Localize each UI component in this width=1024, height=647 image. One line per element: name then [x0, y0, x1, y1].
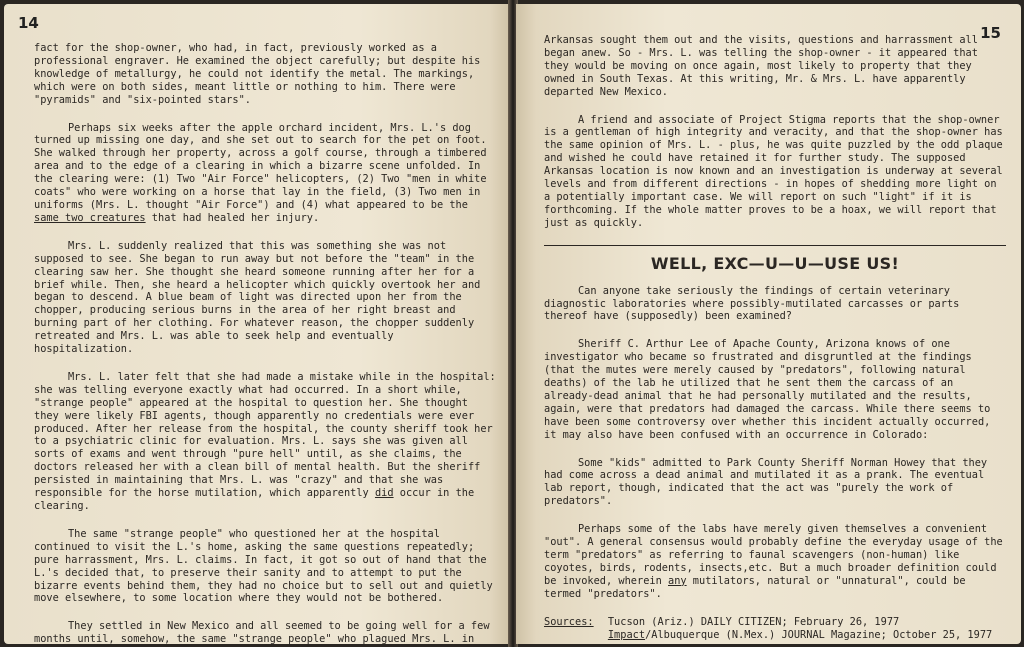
page-number-right: 15	[980, 24, 1001, 42]
paragraph-text: Perhaps six weeks after the apple orchard incident, Mrs. L.'s dog turned up missing one day, and she set out to search for the pet on foot. She walked through her property, across a golf course, through a timbered area and to the edge of a clearing in which a bizarre scene unfolded. In the clearing were: (1) Two "Air Force" helicopters, (2) Two "men in white coats" who were working on a horse that lay in the field, (3) Two men in uniforms (Mrs. L. thought "Air Force") and (4) what appeared to be the	[34, 121, 487, 211]
paragraph: Arkansas sought them out and the visits, questions and harrassment all began anew. So - Mrs. L. was telling the shop-owner - it appeared that they would be moving on once again, most likely to property that they owned in South Texas. At this writing, Mr. & Mrs. L. have apparently departed New Mexico.	[544, 34, 978, 98]
source-row	[544, 616, 1006, 642]
paragraph: They settled in New Mexico and all seemed to be going well for a few months until, somehow, the same "strange people" who plagued Mrs. L. in	[34, 620, 490, 644]
paragraph: Mrs. L. suddenly realized that this was something she was not supposed to see. She began to run away but not before the "team" in the clearing saw her. She thought she heard someone running after her for a brief while. Then, she heard a helicopter which quickly overtook her and began to descend. A blue beam of light was directed upon her from the chopper, producing serious burns in the area of her right breast and burning part of her clothing. For whatever reason, the chopper suddenly retreated and Mrs. L. was able to seek help and eventually hospitalization.	[34, 239, 481, 356]
left-column	[34, 42, 498, 644]
paragraph-text: Perhaps some of the labs have merely given themselves a convenient "out". A general consensus would probably define the everyday usage of the term "predators" as referring to faunal scavengers (non-human) like coyotes, birds, rodents, insects,etc. But a much broader definition could be invoked, wherein	[544, 523, 1003, 587]
source-citation: Tucson (Ariz.) DAILY CITIZEN; February 26, 1977	[607, 615, 900, 628]
paragraph	[34, 122, 498, 225]
underlined-text: any	[668, 574, 687, 587]
paragraph: Can anyone take seriously the findings of certain veterinary diagnostic laboratories where possibly-mutilated carcasses or parts thereof have (supposedly) been examined?	[544, 284, 960, 323]
sources-block	[544, 616, 1006, 642]
sources-label: Sources:	[544, 615, 594, 628]
section-divider	[544, 245, 1006, 246]
underlined-text: same two creatures	[34, 211, 146, 224]
paragraph-text: mutilators, natural or "unnatural", could be termed "predators".	[544, 574, 966, 600]
citation-text: /Albuquerque (N.Mex.) JOURNAL Magazine; October 25, 1977	[645, 628, 993, 641]
paragraph-text: Mrs. L. later felt that she had made a mistake while in the hospital: she was telling everyone exactly what had occurred. In a short while, "strange people" appeared at the hospital to question her. She thought they were likely FBI agents, though apparently no credentials were ever produced. After her release from the hospital, the county sheriff took her to a psychiatric clinic for evaluation. Mrs. L. says she was given all sorts of exams and went through "pure hell" until, as she claims, the doctors released her with a clean bill of mental health. But the sheriff persisted in maintaining that Mrs. L. was "crazy" and that she was responsible for the horse mutilation, which apparently	[34, 370, 496, 500]
paragraph: The same "strange people" who questioned her at the hospital continued to visit the L.'s home, asking the same questions repeatedly; pure harrassment, Mrs. L. claims. In fact, it got so out of hand that the L.'s decided that, to preserve their sanity and to attempt to put the bizarre events behind them, they had no choice but to sell out and quietly move elsewhere, to some location where they would not be bothered.	[34, 527, 493, 605]
right-page	[516, 4, 1021, 644]
right-column	[544, 34, 1006, 644]
underlined-text: Impact	[607, 628, 646, 641]
article-headline: WELL, EXC—U—U—USE US!	[650, 253, 900, 273]
paragraph: fact for the shop-owner, who had, in fact, previously worked as a professional engraver. He examined the object carefully; but despite his knowledge of metallurgy, he could not identify the metal. The markings, which were on both sides, meant little or nothing to him. There were "pyramids" and "six-pointed stars".	[34, 42, 481, 106]
left-page	[4, 4, 510, 644]
paragraph	[544, 523, 1006, 600]
paragraph: Sheriff C. Arthur Lee of Apache County, Arizona knows of one investigator who became so frustrated and disgruntled at the findings (that the mutes were merely caused by "predators", following natural deaths) of the lab he utilized that he sent them the carcass of an already-dead animal that he had personally mutilated and the results, again, were that predators had damaged the carcass. While there seems to have been some controversy over whether this incident actually occurred, it may also have been confused with an occurrence in Colorado:	[544, 338, 991, 441]
underlined-text: did	[374, 487, 394, 500]
source-lines	[608, 616, 992, 642]
page-number-left: 14	[18, 14, 39, 32]
paragraph-text: occur in the clearing.	[34, 487, 475, 512]
paragraph: A friend and associate of Project Stigma reports that the shop-owner is a gentleman of high integrity and veracity, and that the shop-owner has the same opinion of Mrs. L. - plus, he was quite puzzled by the odd plaque and wished he could have retained it for further study. The supposed Arkansas location is now known and an investigation is underway at several levels and from different directions - in hopes of shedding more light on a potentially important case. We will report on such "light" if it is forthcoming. If the whole matter proves to be a hoax, we will report that just as quickly.	[544, 113, 1003, 229]
paragraph-text: that had healed her injury.	[145, 211, 320, 224]
paragraph	[34, 371, 498, 513]
paragraph: Some "kids" admitted to Park County Sheriff Norman Howey that they had come across a dead animal and mutilated it as a prank. The eventual lab report, though, indicated that the act was "purely the work of predators".	[544, 456, 988, 508]
source-citation	[608, 629, 992, 642]
